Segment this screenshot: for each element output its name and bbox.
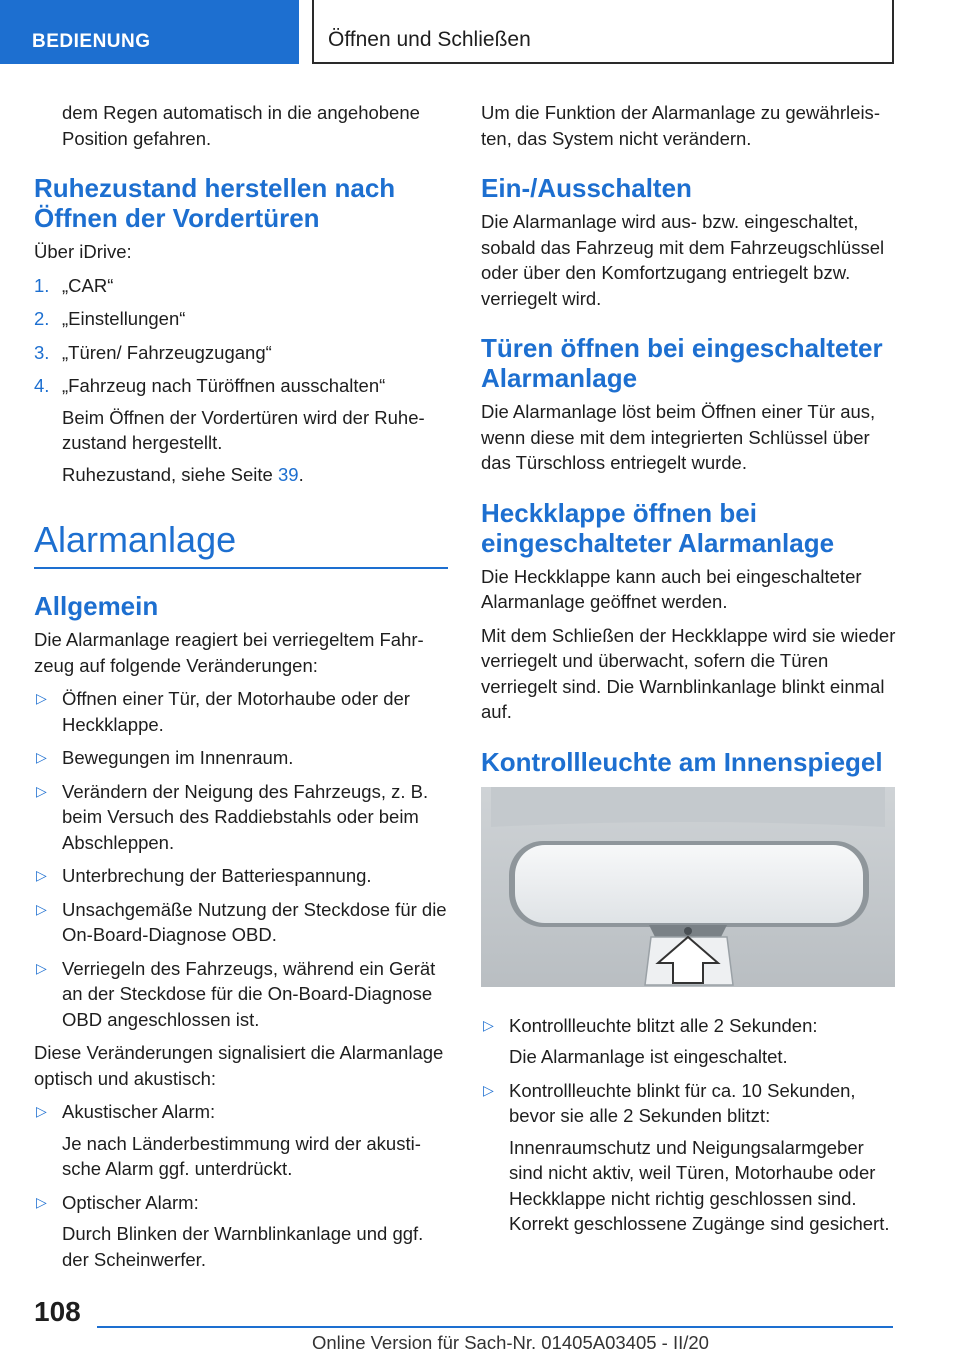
bullet-triangle-icon: ▷ [36,1193,47,1210]
changes-list [34,686,448,1032]
section-label: BEDIENUNG [32,31,151,52]
list-item: ▷ Optischer Alarm: Durch Blinken der Warnblinkanlage und ggf. der Scheinwerfer. [34,1190,448,1273]
page-number: 108 [34,1296,81,1327]
list-item: ▷ Verriegeln des Fahrzeugs, während ein Gerät an der Steckdose für die On-Board-Diagnose OBD angeschlossen ist. [36,957,436,1030]
left-column [34,100,448,1280]
list-item: ▷ Verändern der Neigung des Fahrzeugs, z. B. beim Versuch des Raddiebstahls oder beim Abschleppen. [36,780,429,853]
heck-text-1: Die Heckklappe kann auch bei eingeschalteter Alarmanlage geöffnet werden. [481,565,862,612]
section-tab [0,0,299,64]
list-item: ▷ Öffnen einer Tür, der Motorhaube oder der Heckklappe. [36,688,410,735]
list-item: 3. „Türen/ Fahrzeugzugang“ [34,341,272,363]
heading-tueren: Türen öffnen bei eingeschalteter Alarmanlage [481,333,883,393]
list-item: ▷ Akustischer Alarm: Je nach Länderbestimmung wird der akustische Alarm ggf. unterdrückt. [34,1099,448,1182]
list-item: 4. „Fahrzeug nach Türöffnen ausschalten“ Beim Öffnen der Vordertüren wird der Ruhezustand hergestellt. Ruhezustand, siehe Seite 39. [34,373,448,487]
heading-allgemein: Allgemein [34,591,159,621]
bullet-triangle-icon: ▷ [483,1016,494,1033]
light-detail: Innenraumschutz und Neigungsalarmgeber sind nicht aktiv, weil Türen, Motorhaube oder Heckklappe nicht richtig geschlossen sind. Korrekt geschlossene Zugänge sind gesichert. [509,1136,890,1234]
bullet-triangle-icon: ▷ [36,959,47,976]
page-link[interactable]: 39 [277,463,299,485]
right-column [481,100,897,1245]
list-item: 1. „CAR“ [34,274,114,296]
chapter-title: Öffnen und Schließen [328,28,531,51]
left-intro: dem Regen automatisch in die angehobene Position gefahren. [62,102,420,149]
mirror-illustration [481,787,895,987]
alarm-detail: Je nach Länderbestimmung wird der akustische Alarm ggf. unterdrückt. [62,1132,421,1179]
bullet-triangle-icon: ▷ [36,900,47,917]
list-item: ▷ Kontrollleuchte blinkt für ca. 10 Sekunden, bevor sie alle 2 Sekunden blitzt: Innenraumschutz und Neigungsalarmgeber sind nicht aktiv, weil Türen, Motorhaube oder Heckklappe nicht richtig geschlossen sind. Korrekt geschlossene Zugänge sind gesichert. [481,1078,897,1237]
page-reference: Ruhezustand, siehe Seite 39. [62,463,304,485]
bullet-triangle-icon: ▷ [36,1103,47,1119]
idrive-steps [34,273,448,488]
einaus-text: Die Alarmanlage wird aus- bzw. eingeschaltet, sobald das Fahrzeug mit dem Fahrzeugschlüssel oder über den Komfortzugang entriegelt bzw. verriegelt wird. [481,211,885,309]
heck-text-2: Mit dem Schließen der Heckklappe wird sie wieder verriegelt und überwacht, sofern die Türen verriegelt sind. Die Warnblinkanlage blinkt einmal auf. [481,624,896,722]
light-detail: Die Alarmanlage ist eingeschaltet. [509,1046,788,1067]
list-item: ▷ Kontrollleuchte blitzt alle 2 Sekunden: Die Alarmanlage ist eingeschaltet. [481,1013,897,1070]
list-item: ▷ Bewegungen im Innenraum. [34,745,448,771]
bullet-triangle-icon: ▷ [36,690,47,706]
alarm-list [34,1099,448,1272]
list-item: ▷ Unterbrechung der Batteriespannung. [34,863,448,889]
heading-alarmanlage: Alarmanlage [34,519,237,560]
heading-kontrollleuchte: Kontrollleuchte am Innenspiegel [481,746,883,777]
signal-text: Diese Veränderungen signalisiert die Alarmanlage optisch und akustisch: [34,1042,444,1089]
heading-heckklappe: Heckklappe öffnen bei eingeschalteter Alarmanlage [481,497,835,558]
bullet-triangle-icon: ▷ [483,1081,494,1098]
heading-ruhezustand: Ruhezustand herstellen nach Öffnen der Vordertüren [34,173,396,233]
heading-ein-aus: Ein-/Ausschalten [481,173,692,203]
footer-rule [97,1326,893,1328]
bullet-triangle-icon: ▷ [36,749,47,765]
idrive-label: Über iDrive: [34,241,132,262]
heading-rule [34,567,448,569]
bullet-triangle-icon: ▷ [36,782,47,799]
footer-text: Online Version für Sach-Nr. 01405A03405 - II/20 [312,1332,709,1353]
list-item: 2. „Einstellungen“ [34,308,186,329]
allgemein-text: Die Alarmanlage reagiert bei verriegeltem Fahrzeug auf folgende Veränderungen: [34,629,424,676]
right-intro: Um die Funktion der Alarmanlage zu gewährleisten, das System nicht verändern. [481,102,880,149]
bullet-triangle-icon: ▷ [36,867,47,883]
tueren-text: Die Alarmanlage löst beim Öffnen einer Tür aus, wenn diese mit dem integrierten Schlüssel über das Türschloss entriegelt wurde. [481,401,876,473]
step-detail: Beim Öffnen der Vordertüren wird der Ruhezustand hergestellt. [62,406,425,453]
light-list [481,1013,897,1237]
list-item: ▷ Unsachgemäße Nutzung der Steckdose für die On-Board-Diagnose OBD. [36,898,447,945]
alarm-detail: Durch Blinken der Warnblinkanlage und ggf. der Scheinwerfer. [62,1223,424,1270]
